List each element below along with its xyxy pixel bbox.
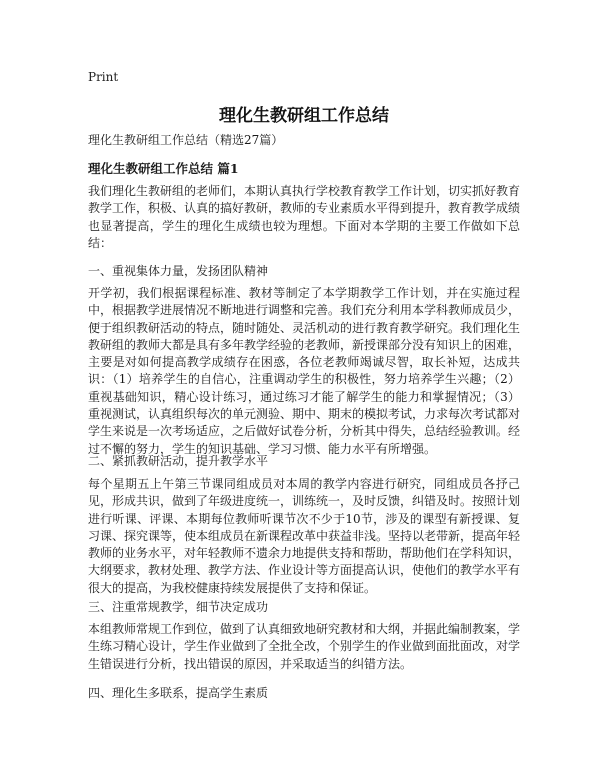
section-title: 理化生教研组工作总结 篇1 (88, 161, 239, 176)
section-heading-1: 一、重视集体力量，发扬团队精神 (88, 264, 269, 278)
paragraph-teamwork: 开学初，我们根据课程标准、教材等制定了本学期教学工作计划，并在实施过程中，根据教学进展情况不断地进行调整和完善。我们充分利用本学科教师成员少，便于组织教研活动的特点，随时随处、灵活机动的进行教育教学研究。我们理化生教研组的教师大都是具有多年教学经验的老教师，新授课部分没有知识上的困难，主要是对如何提高教学成绩存在困惑，各位老教师竭诚尽智，取长补短，达成共识：（1）培养学生的自信心，注重调动学生的积极性，努力培养学生兴趣；（2）重视基础知识，精心设计练习，通过练习才能了解学生的能力和掌握情况；（3）重视测试，认真组织每次的单元测验、期中、期末的模拟考试，力求每次考试都对学生来说是一次考场适应，之后做好试卷分析，分析其中得失，总结经验教训。经过不懈的努力，学生的知识基础、学习习惯、能力水平有所增强。 (88, 286, 521, 456)
section-heading-4: 四、理化生多联系，提高学生素质 (88, 686, 269, 700)
paragraph-routine: 本组教师常规工作到位，做到了认真细致地研究教材和大纲，并据此编制教案，学生练习精心设计，学生作业做到了全批全改，个别学生的作业做到面批面改，对学生错误进行分析，找出错误的原因，并采取适当的纠错方法。 (88, 622, 521, 671)
paragraph-research: 每个星期五上午第三节课同组成员对本周的教学内容进行研究，同组成员各抒己见，形成共识，做到了年级进度统一，训练统一，及时反馈，纠错及时。按照计划进行听课、评课、本期每位教师听课节次不少于10节，涉及的课型有新授课、复习课、探究课等，使本组成员在新课程改革中获益非浅。坚持以老带新，提高年轻教师的业务水平，对年轻教师不遗余力地提供支持和帮助，帮助他们在学科知识，大纲要求，教材处理、教学方法、作业设计等方面提高认识，使他们的教学水平有很大的提高，为我校健康持续发展提供了支持和保证。 (88, 477, 521, 595)
document-subtitle: 理化生教研组工作总结（精选27篇） (88, 133, 284, 147)
page-title: 理化生教研组工作总结 (219, 106, 389, 126)
print-link[interactable]: Print (88, 70, 119, 84)
section-heading-3: 三、注重常规教学，细节决定成功 (88, 600, 269, 614)
section-heading-2: 二、紧抓教研活动，提升教学水平 (88, 454, 269, 468)
intro-paragraph: 我们理化生教研组的老师们，本期认真执行学校教育教学工作计划，切实抓好教育教学工作，积极、认真的搞好教研，教师的专业素质水平得到提升，教育教学成绩也显著提高，学生的理化生成绩也较为理想。下面对本学期的主要工作做如下总结： (88, 184, 521, 250)
